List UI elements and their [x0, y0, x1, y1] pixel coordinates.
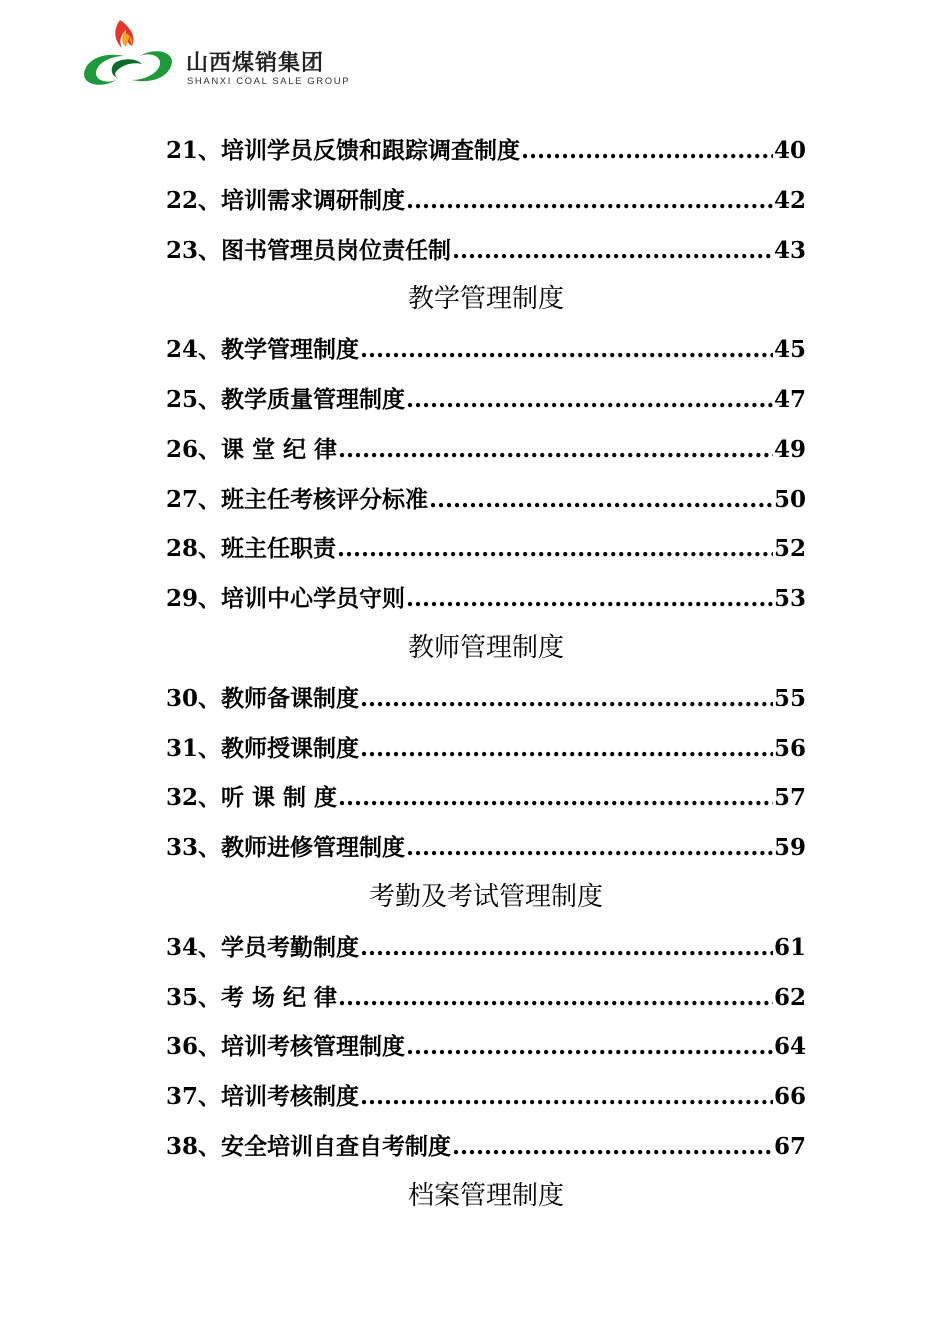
toc-entry-page-number: 57 — [773, 784, 806, 812]
dot-leader — [452, 226, 773, 276]
section-heading: 档案管理制度 — [407, 1180, 564, 1211]
toc-entry-line — [166, 524, 806, 574]
dot-leader — [360, 325, 773, 375]
toc-entry-line — [166, 176, 806, 226]
coal-sale-group-logo-icon — [80, 14, 176, 94]
toc-entry — [166, 325, 806, 375]
toc-entry-line — [166, 973, 806, 1023]
toc-entry-page-number: 56 — [773, 734, 806, 762]
toc-entry-line — [166, 126, 806, 176]
toc-entry-number: 38、 — [166, 1132, 222, 1160]
toc-entry-number: 27、 — [166, 485, 222, 513]
dot-leader — [452, 1122, 773, 1172]
toc-entry-page-number: 50 — [773, 485, 806, 513]
toc-entry-title: 课 堂 纪 律 — [221, 435, 338, 463]
section-heading: 考勤及考试管理制度 — [368, 881, 603, 912]
toc-entry — [166, 574, 806, 624]
toc-entry-number: 37、 — [166, 1083, 222, 1111]
toc-entry-line — [166, 674, 806, 724]
toc-entry-title: 培训需求调研制度 — [221, 186, 406, 214]
toc-entry-title: 班主任职责 — [221, 535, 337, 563]
toc-entry-number: 29、 — [166, 585, 222, 613]
toc-entry-page-number: 40 — [773, 137, 806, 164]
dot-leader — [406, 176, 773, 226]
toc-entry — [166, 823, 806, 873]
toc-entry — [166, 425, 806, 475]
toc-entry-number: 31、 — [166, 734, 222, 762]
toc-entry-title: 学员考勤制度 — [221, 933, 360, 961]
dot-leader — [429, 475, 773, 525]
toc-entry-number: 35、 — [166, 983, 222, 1011]
toc-entry-line — [166, 923, 806, 973]
dot-leader — [360, 1072, 773, 1122]
toc-entry-page-number: 47 — [773, 385, 806, 413]
toc-entry-number: 22、 — [166, 186, 222, 214]
toc-entry — [166, 126, 806, 176]
toc-entry-page-number: 45 — [773, 336, 806, 364]
dot-leader — [406, 1022, 773, 1072]
dot-leader — [338, 773, 773, 823]
toc-entry-line — [166, 425, 806, 475]
toc-entry — [166, 973, 806, 1023]
toc-entry — [166, 226, 806, 276]
toc-entry — [166, 1022, 806, 1072]
toc-entry-title: 图书管理员岗位责任制 — [221, 236, 452, 264]
toc-entry-line — [166, 325, 806, 375]
toc-entry — [166, 674, 806, 724]
toc-entry-number: 36、 — [166, 1033, 222, 1061]
dot-leader — [338, 973, 773, 1023]
toc-entry-line — [166, 823, 806, 873]
toc-entry-page-number: 61 — [773, 933, 806, 961]
toc-entry-page-number: 59 — [773, 834, 806, 862]
dot-leader — [360, 724, 773, 774]
toc-entry-title: 听 课 制 度 — [221, 784, 338, 812]
toc-entry-page-number: 64 — [773, 1033, 806, 1061]
toc-entry-page-number: 55 — [773, 684, 806, 712]
table-of-contents — [166, 126, 806, 1222]
brand-name-cn: 山西煤销集团 — [186, 51, 325, 76]
company-logo — [80, 14, 370, 96]
toc-entry — [166, 475, 806, 525]
toc-entry-number: 21、 — [166, 137, 222, 164]
dot-leader — [337, 524, 773, 574]
toc-entry-number: 24、 — [166, 336, 222, 364]
dot-leader — [406, 823, 773, 873]
toc-entry — [166, 724, 806, 774]
toc-entry-title: 安全培训自查自考制度 — [221, 1132, 452, 1160]
toc-entry-title: 教学管理制度 — [221, 336, 360, 364]
toc-entry-line — [166, 1072, 806, 1122]
toc-entry-line — [166, 1122, 806, 1172]
toc-entry-number: 32、 — [166, 784, 222, 812]
toc-entry-page-number: 62 — [773, 983, 806, 1011]
section-heading: 教师管理制度 — [407, 632, 564, 663]
toc-entry-number: 23、 — [166, 236, 222, 264]
toc-entry-number: 30、 — [166, 684, 222, 712]
dot-leader — [338, 425, 773, 475]
toc-entry — [166, 375, 806, 425]
toc-entry-number: 28、 — [166, 535, 222, 563]
toc-entry-number: 33、 — [166, 834, 222, 862]
toc-entry — [166, 524, 806, 574]
toc-entry-title: 教师进修管理制度 — [221, 834, 406, 862]
toc-entry — [166, 773, 806, 823]
toc-entry-title: 培训考核管理制度 — [221, 1033, 406, 1061]
toc-entry-number: 25、 — [166, 385, 222, 413]
toc-entry-line — [166, 1022, 806, 1072]
toc-entry-title: 考 场 纪 律 — [221, 983, 338, 1011]
toc-entry-title: 培训考核制度 — [221, 1083, 360, 1111]
toc-entry-line — [166, 375, 806, 425]
dot-leader — [406, 375, 773, 425]
dot-leader — [521, 126, 773, 176]
toc-entry-title: 培训学员反馈和跟踪调查制度 — [221, 137, 521, 164]
toc-entry-page-number: 67 — [773, 1132, 806, 1160]
toc-entry-title: 培训中心学员守则 — [221, 585, 406, 613]
toc-entry-title: 教师授课制度 — [221, 734, 360, 762]
toc-entry — [166, 1072, 806, 1122]
brand-name-en: SHANXI COAL SALE GROUP — [187, 76, 351, 87]
dot-leader — [360, 674, 773, 724]
toc-entry-line — [166, 475, 806, 525]
dot-leader — [406, 574, 773, 624]
toc-entry-title: 教师备课制度 — [221, 684, 360, 712]
toc-entry-number: 26、 — [166, 435, 222, 463]
toc-entry-page-number: 42 — [773, 186, 806, 214]
toc-entry-line — [166, 724, 806, 774]
toc-entry-page-number: 53 — [773, 585, 806, 613]
toc-entry-title: 班主任考核评分标准 — [221, 485, 429, 513]
section-heading: 教学管理制度 — [407, 284, 564, 315]
toc-entry — [166, 923, 806, 973]
toc-entry — [166, 1122, 806, 1172]
toc-entry-number: 34、 — [166, 933, 222, 961]
toc-entry-line — [166, 574, 806, 624]
toc-entry-page-number: 52 — [773, 535, 806, 563]
toc-entry-title: 教学质量管理制度 — [221, 385, 406, 413]
toc-entry-page-number: 66 — [773, 1083, 806, 1111]
toc-entry-line — [166, 773, 806, 823]
toc-entry — [166, 176, 806, 226]
toc-entry-page-number: 49 — [773, 435, 806, 463]
toc-entry-line — [166, 226, 806, 276]
toc-entry-page-number: 43 — [773, 236, 806, 264]
dot-leader — [360, 923, 773, 973]
